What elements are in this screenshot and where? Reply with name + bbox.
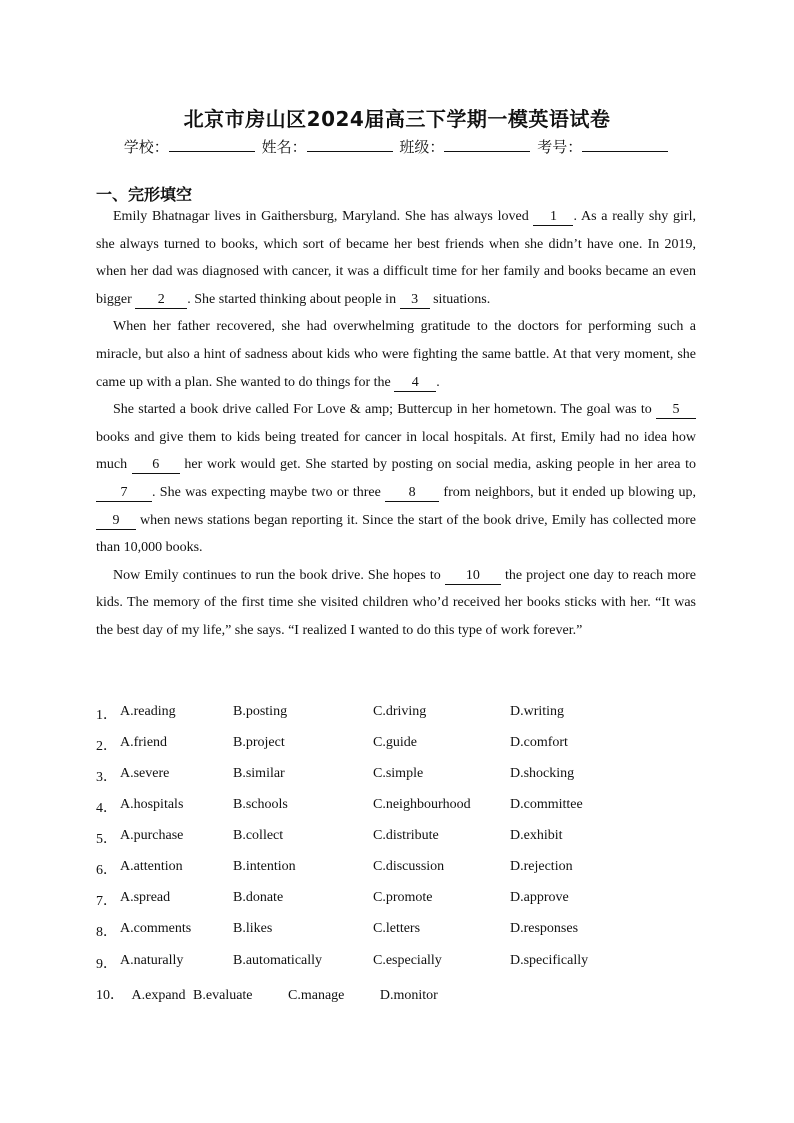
question-number: 8． [96, 925, 117, 940]
blank-7: 7 [96, 485, 152, 502]
question-number: 4． [96, 801, 117, 816]
option-c: C.discussion [373, 859, 445, 874]
option-a: A.friend [120, 735, 168, 750]
option-d: D.specifically [510, 953, 589, 968]
option-b: B.intention [233, 859, 296, 874]
option-c: C.promote [373, 890, 433, 905]
option-b: B.project [233, 735, 285, 750]
paragraph-2 [96, 313, 696, 396]
student-info-line [0, 136, 794, 157]
blank-5: 5 [656, 402, 696, 419]
option-c: C.driving [373, 704, 427, 719]
number-label: 考号： [537, 138, 583, 156]
option-a: A.expand [131, 988, 186, 1003]
blank-4: 4 [394, 375, 436, 392]
question-number: 5． [96, 832, 117, 847]
option-d: D.rejection [510, 859, 573, 874]
passage-text: . [436, 374, 440, 390]
name-label: 姓名： [261, 138, 307, 156]
name-blank [307, 137, 393, 152]
option-d: D.approve [510, 890, 569, 905]
question-number: 3． [96, 770, 117, 785]
passage-text: when news stations began reporting it. Since the start of the book drive, Emily has collected more than 10,000 books. [96, 512, 696, 556]
passage-text: from neighbors, but it ended up blowing up, [439, 484, 696, 500]
passage-text: Emily Bhatnagar lives in Gaithersburg, Maryland. She has always loved [113, 209, 534, 224]
option-b: B.evaluate [193, 988, 253, 1003]
question-number: 10． [96, 988, 124, 1003]
option-b: B.donate [233, 890, 284, 905]
option-d: D.exhibit [510, 828, 563, 843]
option-a: A.purchase [120, 828, 184, 843]
paragraph-4 [96, 562, 696, 645]
paragraph-3 [96, 396, 696, 562]
option-b: B.schools [233, 797, 288, 812]
class-blank [444, 137, 530, 152]
option-c: C.neighbourhood [373, 797, 471, 812]
question-number: 7． [96, 894, 117, 909]
option-a: A.severe [120, 766, 170, 781]
blank-10: 10 [445, 568, 501, 585]
passage-text: Now Emily continues to run the book drive. She hopes to [113, 567, 445, 583]
option-a: A.spread [120, 890, 171, 905]
option-b: B.likes [233, 921, 273, 936]
option-d: D.committee [510, 797, 583, 812]
passage-text: her work would get. She started by posting on social media, asking people in her area to [179, 457, 696, 473]
question-number: 9． [96, 957, 117, 972]
section-heading: 一、完形填空 [96, 185, 193, 204]
class-label: 班级： [399, 138, 445, 156]
passage-text: . She was expecting maybe two or three [152, 484, 386, 500]
passage-text: situations. [429, 291, 491, 307]
blank-8: 8 [385, 485, 439, 502]
option-c: C.guide [373, 735, 417, 750]
option-c: C.letters [373, 921, 421, 936]
passage-text: books and give them to kids being treated for cancer in local hospitals. At first, Emily had no idea how much [96, 429, 696, 473]
cloze-passage [96, 203, 696, 645]
option-a: A.reading [120, 704, 176, 719]
option-a: A.comments [120, 921, 192, 936]
blank-6: 6 [132, 457, 180, 474]
question-number: 1． [96, 708, 117, 723]
option-a: A.hospitals [120, 797, 184, 812]
option-b: B.posting [233, 704, 288, 719]
passage-text: . She started thinking about people in [187, 291, 400, 307]
passage-text: the project one day to reach more kids. The memory of the first time she visited children who’d received her books sticks with her. “It was the best day of my life,” she says. “I realized I wanted to do this type of work forever.” [96, 567, 697, 638]
question-number: 6． [96, 863, 117, 878]
option-b: B.similar [233, 766, 285, 781]
school-label: 学校： [123, 138, 169, 156]
passage-text: . As a really shy girl, she always turned to books, which sort of became her best friends when she didn’t have one. In 2019, when her dad was diagnosed with cancer, it was a difficult time for her family and books became an even bigger [96, 209, 696, 307]
question-number: 2． [96, 739, 117, 754]
option-c: C.simple [373, 766, 424, 781]
paragraph-1 [96, 203, 696, 313]
option-d: D.monitor [379, 988, 438, 1003]
passage-text: She started a book drive called For Love & amp; Buttercup in her hometown. The goal was to [113, 402, 656, 418]
school-blank [169, 137, 255, 152]
blank-1: 1 [533, 209, 573, 226]
option-d: D.responses [510, 921, 579, 936]
number-blank [582, 137, 668, 152]
option-c: C.especially [373, 953, 442, 968]
option-b: B.collect [233, 828, 284, 843]
option-d: D.comfort [510, 735, 568, 750]
option-d: D.writing [510, 704, 565, 719]
question-item [96, 984, 438, 1004]
option-c: C.distribute [373, 828, 439, 843]
page-title: 北京市房山区2024届高三下学期一模英语试卷 [183, 107, 611, 131]
blank-3: 3 [400, 292, 430, 309]
passage-text: When her father recovered, she had overwhelming gratitude to the doctors for performing such a miracle, but also a hint of sadness about kids who were fighting the same battle. At that very moment, she came up with a plan. She wanted to do things for the [96, 319, 696, 390]
blank-9: 9 [96, 513, 136, 530]
option-a: A.naturally [120, 953, 184, 968]
blank-2: 2 [135, 292, 187, 309]
option-b: B.automatically [233, 953, 323, 968]
option-d: D.shocking [510, 766, 575, 781]
option-a: A.attention [120, 859, 183, 874]
option-c: C.manage [288, 988, 345, 1003]
